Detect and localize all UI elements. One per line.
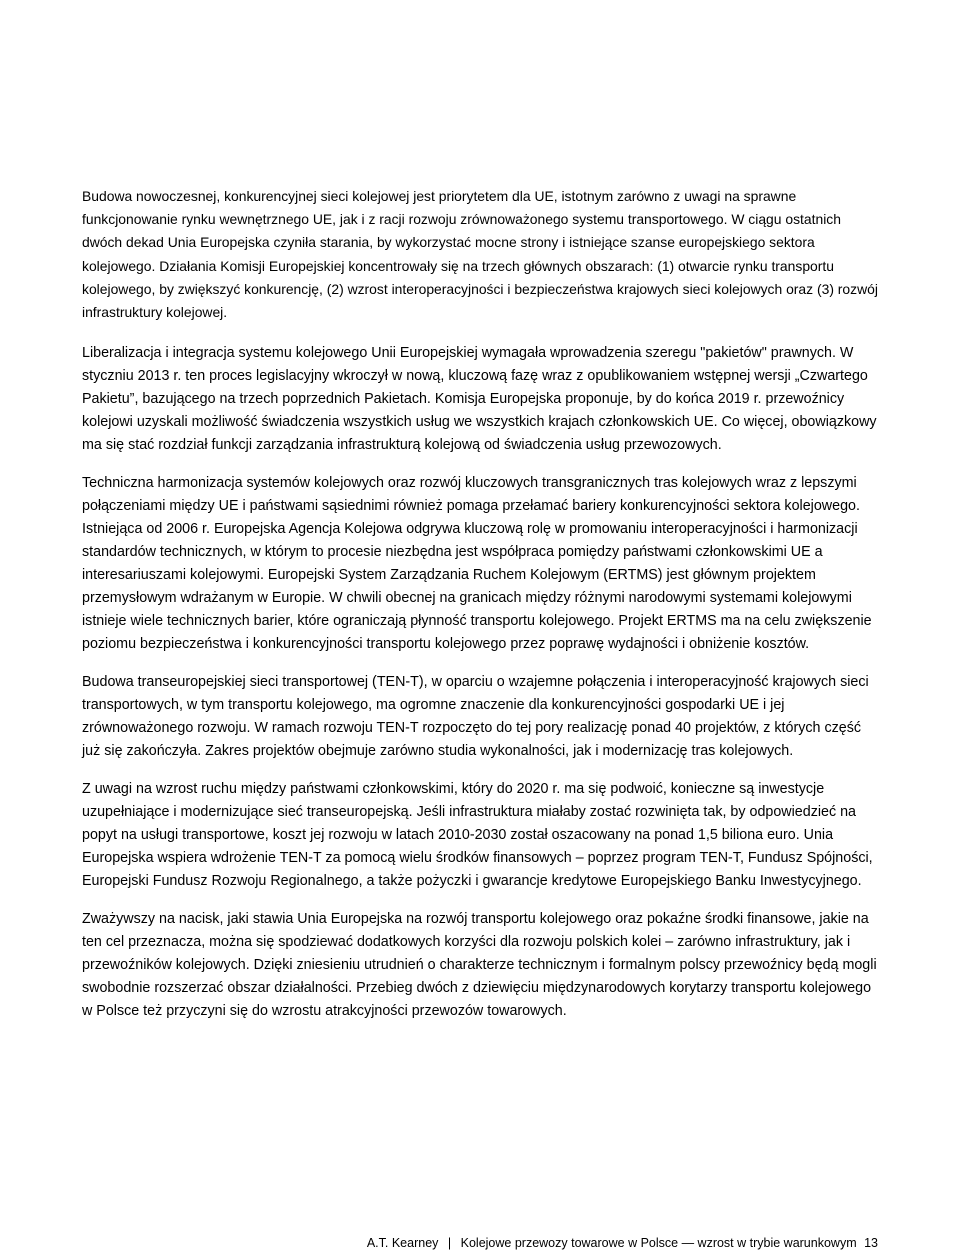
footer-separator: | — [447, 1236, 452, 1250]
paragraph-5: Z uwagi na wzrost ruchu między państwami członkowskimi, który do 2020 r. ma się podwoić, konieczne są inwestycje uzupełniające i modernizujące sieć transeuropejską. Jeśli infrastruktura miałaby zostać rozwinięta tak, by odpowiedzieć na popyt na usługi transportowe, koszt jej rozwoju w latach 2010-2030 został oszacowany na ponad 1,5 biliona euro. Unia Europejska wspiera wdrożenie TEN-T za pomocą wielu środków finansowych – poprzez program TEN-T, Fundusz Spójności, Europejski Fundusz Rozwoju Regionalnego, a także pożyczki i gwarancje kredytowe Europejskiego Banku Inwestycyjnego. — [82, 781, 873, 890]
footer-report-title: Kolejowe przewozy towarowe w Polsce — wzrost w trybie warunkowym — [460, 1236, 857, 1250]
paragraph-1: Budowa nowoczesnej, konkurencyjnej sieci kolejowej jest priorytetem dla UE, istotnym zarówno z uwagi na sprawne funkcjonowanie rynku wewnętrznego UE, jak i z racji rozwoju zrównoważonego systemu transportowego. W ciągu ostatnich dwóch dekad Unia Europejska czyniła starania, by wykorzystać mocne strony i istniejące szanse europejskiego sektora kolejowego. Działania Komisji Europejskiej koncentrowały się na trzech głównych obszarach: (1) otwarcie rynku transportu kolejowego, by zwiększyć konkurencję, (2) wzrost interoperacyjności i bezpieczeństwa krajowych sieci kolejowych oraz (3) rozwój infrastruktury kolejowej. — [82, 188, 878, 321]
paragraph-3: Techniczna harmonizacja systemów kolejowych oraz rozwój kluczowych transgranicznych tras kolejowych wraz z lepszymi połączeniami między UE i państwami sąsiednimi również pomaga przełamać bariery konkurencyjności sektora kolejowego. Istniejąca od 2006 r. Europejska Agencja Kolejowa odgrywa kluczową rolę w promowaniu interoperacyjności i harmonizacji standardów technicznych, w którym to procesie niezbędna jest współpraca pomiędzy państwami członkowskimi UE a interesariuszami kolejowymi. Europejski System Zarządzania Ruchem Kolejowym (ERTMS) jest głównym projektem przemysłowym wdrażanym w Europie. W chwili obecnej na granicach między różnymi narodowymi systemami kolejowymi istnieje wiele technicznych barier, które ograniczają płynność transportu kolejowego. Projekt ERTMS ma na celu zwiększenie poziomu bezpieczeństwa i konkurencyjności transportu kolejowego przez poprawę wydajności i obniżenie kosztów. — [82, 475, 872, 653]
footer-company: A.T. Kearney — [366, 1236, 439, 1250]
paragraph-6: Zważywszy na nacisk, jaki stawia Unia Europejska na rozwój transportu kolejowego oraz pokaźne środki finansowe, jakie na ten cel przeznacza, można się spodziewać dodatkowych korzyści dla rozwoju polskich kolei – zarówno infrastruktury, jak i przewoźników kolejowych. Dzięki zniesieniu utrudnień o charakterze technicznym i formalnym polscy przewoźnicy będą mogli swobodnie rozszerzać obszar działalności. Przebieg dwóch z dziewięciu międzynarodowych korytarzy transportu kolejowego w Polsce też przyczyni się do wzrostu atrakcyjności przewozów towarowych. — [82, 911, 877, 1020]
page-footer — [367, 1235, 878, 1251]
paragraph-2: Liberalizacja i integracja systemu kolejowego Unii Europejskiej wymagała wprowadzenia szeregu "pakietów" prawnych. W styczniu 2013 r. ten proces legislacyjny wkroczył w nową, kluczową fazę wraz z opublikowaniem wstępnej wersji „Czwartego Pakietu”, bazującego na trzech poprzednich Pakietach. Komisja Europejska proponuje, by do końca 2019 r. przewoźnicy kolejowi uzyskali możliwość świadczenia wszystkich usług we wszystkich krajach członkowskich UE. Co więcej, obowiązkowy ma się stać rozdział funkcji zarządzania infrastrukturą kolejową od świadczenia usług przewozowych. — [82, 345, 877, 454]
page-number: 13 — [864, 1236, 878, 1250]
paragraph-4: Budowa transeuropejskiej sieci transportowej (TEN-T), w oparciu o wzajemne połączenia i interoperacyjność krajowych sieci transportowych, w tym transportu kolejowego, ma ogromne znaczenie dla konkurencyjności gospodarki UE i jej zrównoważonego rozwoju. W ramach rozwoju TEN-T rozpoczęto do tej pory realizację ponad 40 projektów, z których część już się zakończyła. Zakres projektów obejmuje zarówno studia wykonalności, jak i modernizację tras kolejowych. — [82, 674, 869, 760]
document-body — [82, 185, 882, 1038]
